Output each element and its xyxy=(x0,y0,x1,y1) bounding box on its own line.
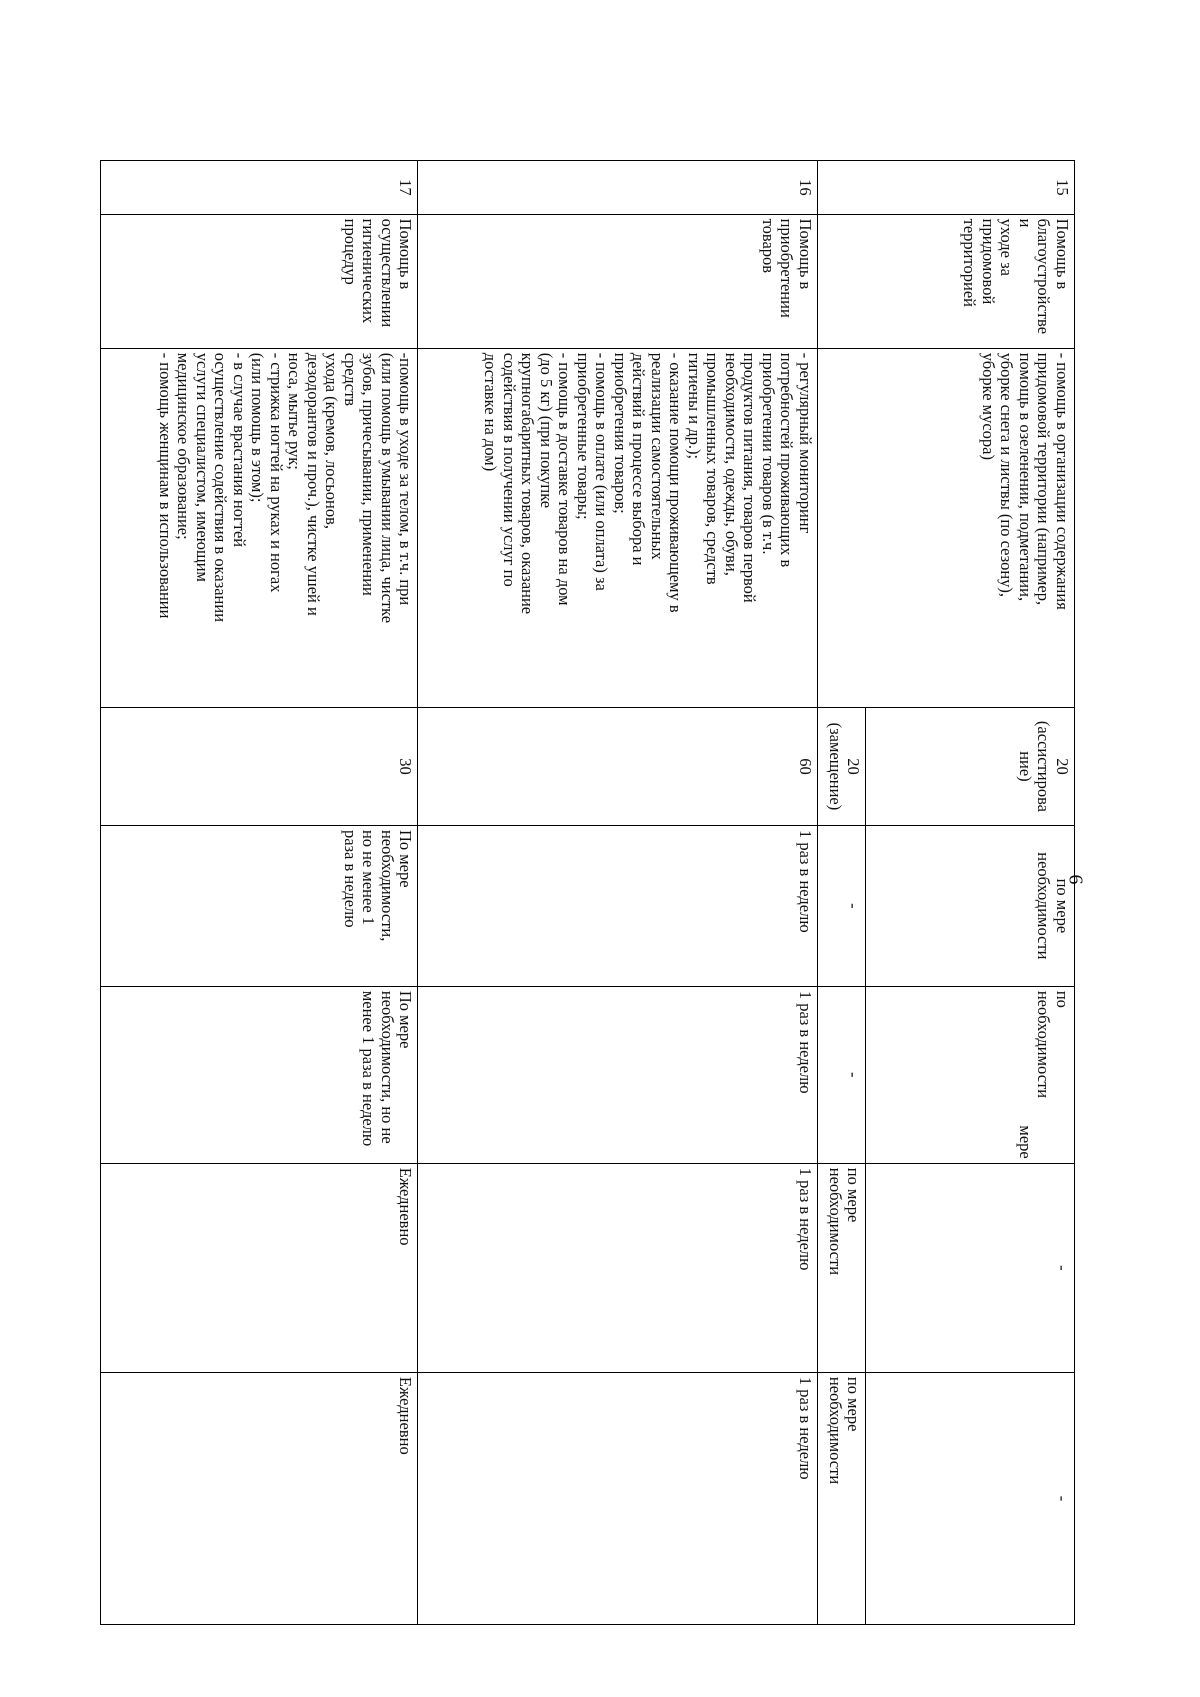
row-number: 17 xyxy=(101,161,418,215)
table-row-17 xyxy=(101,161,418,1625)
frequency-cell: по мере необходимости xyxy=(866,825,1075,986)
service-description: - помощь в организации содержания придомовой территории (например, помощь в озеленении, подметании, уборке снега и листвы (по сезону), уборке мусора) xyxy=(817,348,1074,707)
service-name: Помощь в осуществлении гигиенических процедур xyxy=(101,214,418,348)
frequency-cell: Ежедневно xyxy=(101,1372,418,1624)
frequency-cell: - xyxy=(817,986,866,1163)
frequency-cell: - xyxy=(866,1372,1075,1624)
table-row-16 xyxy=(418,161,818,1625)
service-name: Помощь в благоустройстве и уходе за придомовой территорией xyxy=(817,214,1074,348)
duration-cell: 60 xyxy=(418,707,818,825)
frequency-cell: - xyxy=(866,1163,1075,1372)
frequency-cell: 1 раз в неделю xyxy=(418,986,818,1163)
rotated-page xyxy=(100,160,1075,1625)
table-row-15 xyxy=(866,161,1075,1625)
duration-cell: 20 (замещение) xyxy=(817,707,866,825)
row-number: 15 xyxy=(817,161,1074,215)
frequency-cell: По мере необходимости, но не менее 1 раза в неделю xyxy=(101,825,418,986)
row-number: 16 xyxy=(418,161,818,215)
frequency-cell: по мере необходимости xyxy=(817,1163,866,1372)
service-description: -помощь в уходе за телом, в т.ч. при (или помощь в умывании лица, чистке зубов, причесывании, применении средств ухода (кремов, лосьонов, дезодорантов и проч.), чистке ушей и носа, мытье рук; - стрижка ногтей на руках и ногах (или помощь в этом); - в случае врастания ногтей осуществление содействия в оказании услуги специалистом, имеющим медицинское образование; - помощь женщинам в использовании xyxy=(101,348,418,707)
frequency-cell: - xyxy=(817,825,866,986)
duration-cell: 20 (ассистирова ние) xyxy=(866,707,1075,825)
frequency-cell: 1 раз в неделю xyxy=(418,1163,818,1372)
frequency-cell: 1 раз в неделю xyxy=(418,825,818,986)
frequency-cell: по мере необходимости xyxy=(817,1372,866,1624)
duration-cell: 30 xyxy=(101,707,418,825)
frequency-cell: По мере необходимости, но не менее 1 раза в неделю xyxy=(101,986,418,1163)
service-name: Помощь в приобретении товаров xyxy=(418,214,818,348)
services-table xyxy=(100,160,1075,1625)
page-number: 6 xyxy=(1064,874,1087,885)
frequency-cell: по необходимости мере xyxy=(866,986,1075,1163)
frequency-cell: 1 раз в неделю xyxy=(418,1372,818,1624)
frequency-cell: Ежедневно xyxy=(101,1163,418,1372)
service-description: - регулярный мониторинг потребностей проживающих в приобретении товаров (в т.ч. продуктов питания, товаров первой необходимости, одежды, обуви, промышленных товаров, средств гигиены и др.); - оказание помощи проживающему в реализации самостоятельных действий в процессе выбора и приобретения товаров; - помощь в оплате (или оплата) за приобретенные товары; - помощь в доставке товаров на дом (до 5 кг) (при покупке крупногабаритных товаров, оказание содействия в получении услуг по доставке на дом) xyxy=(418,348,818,707)
